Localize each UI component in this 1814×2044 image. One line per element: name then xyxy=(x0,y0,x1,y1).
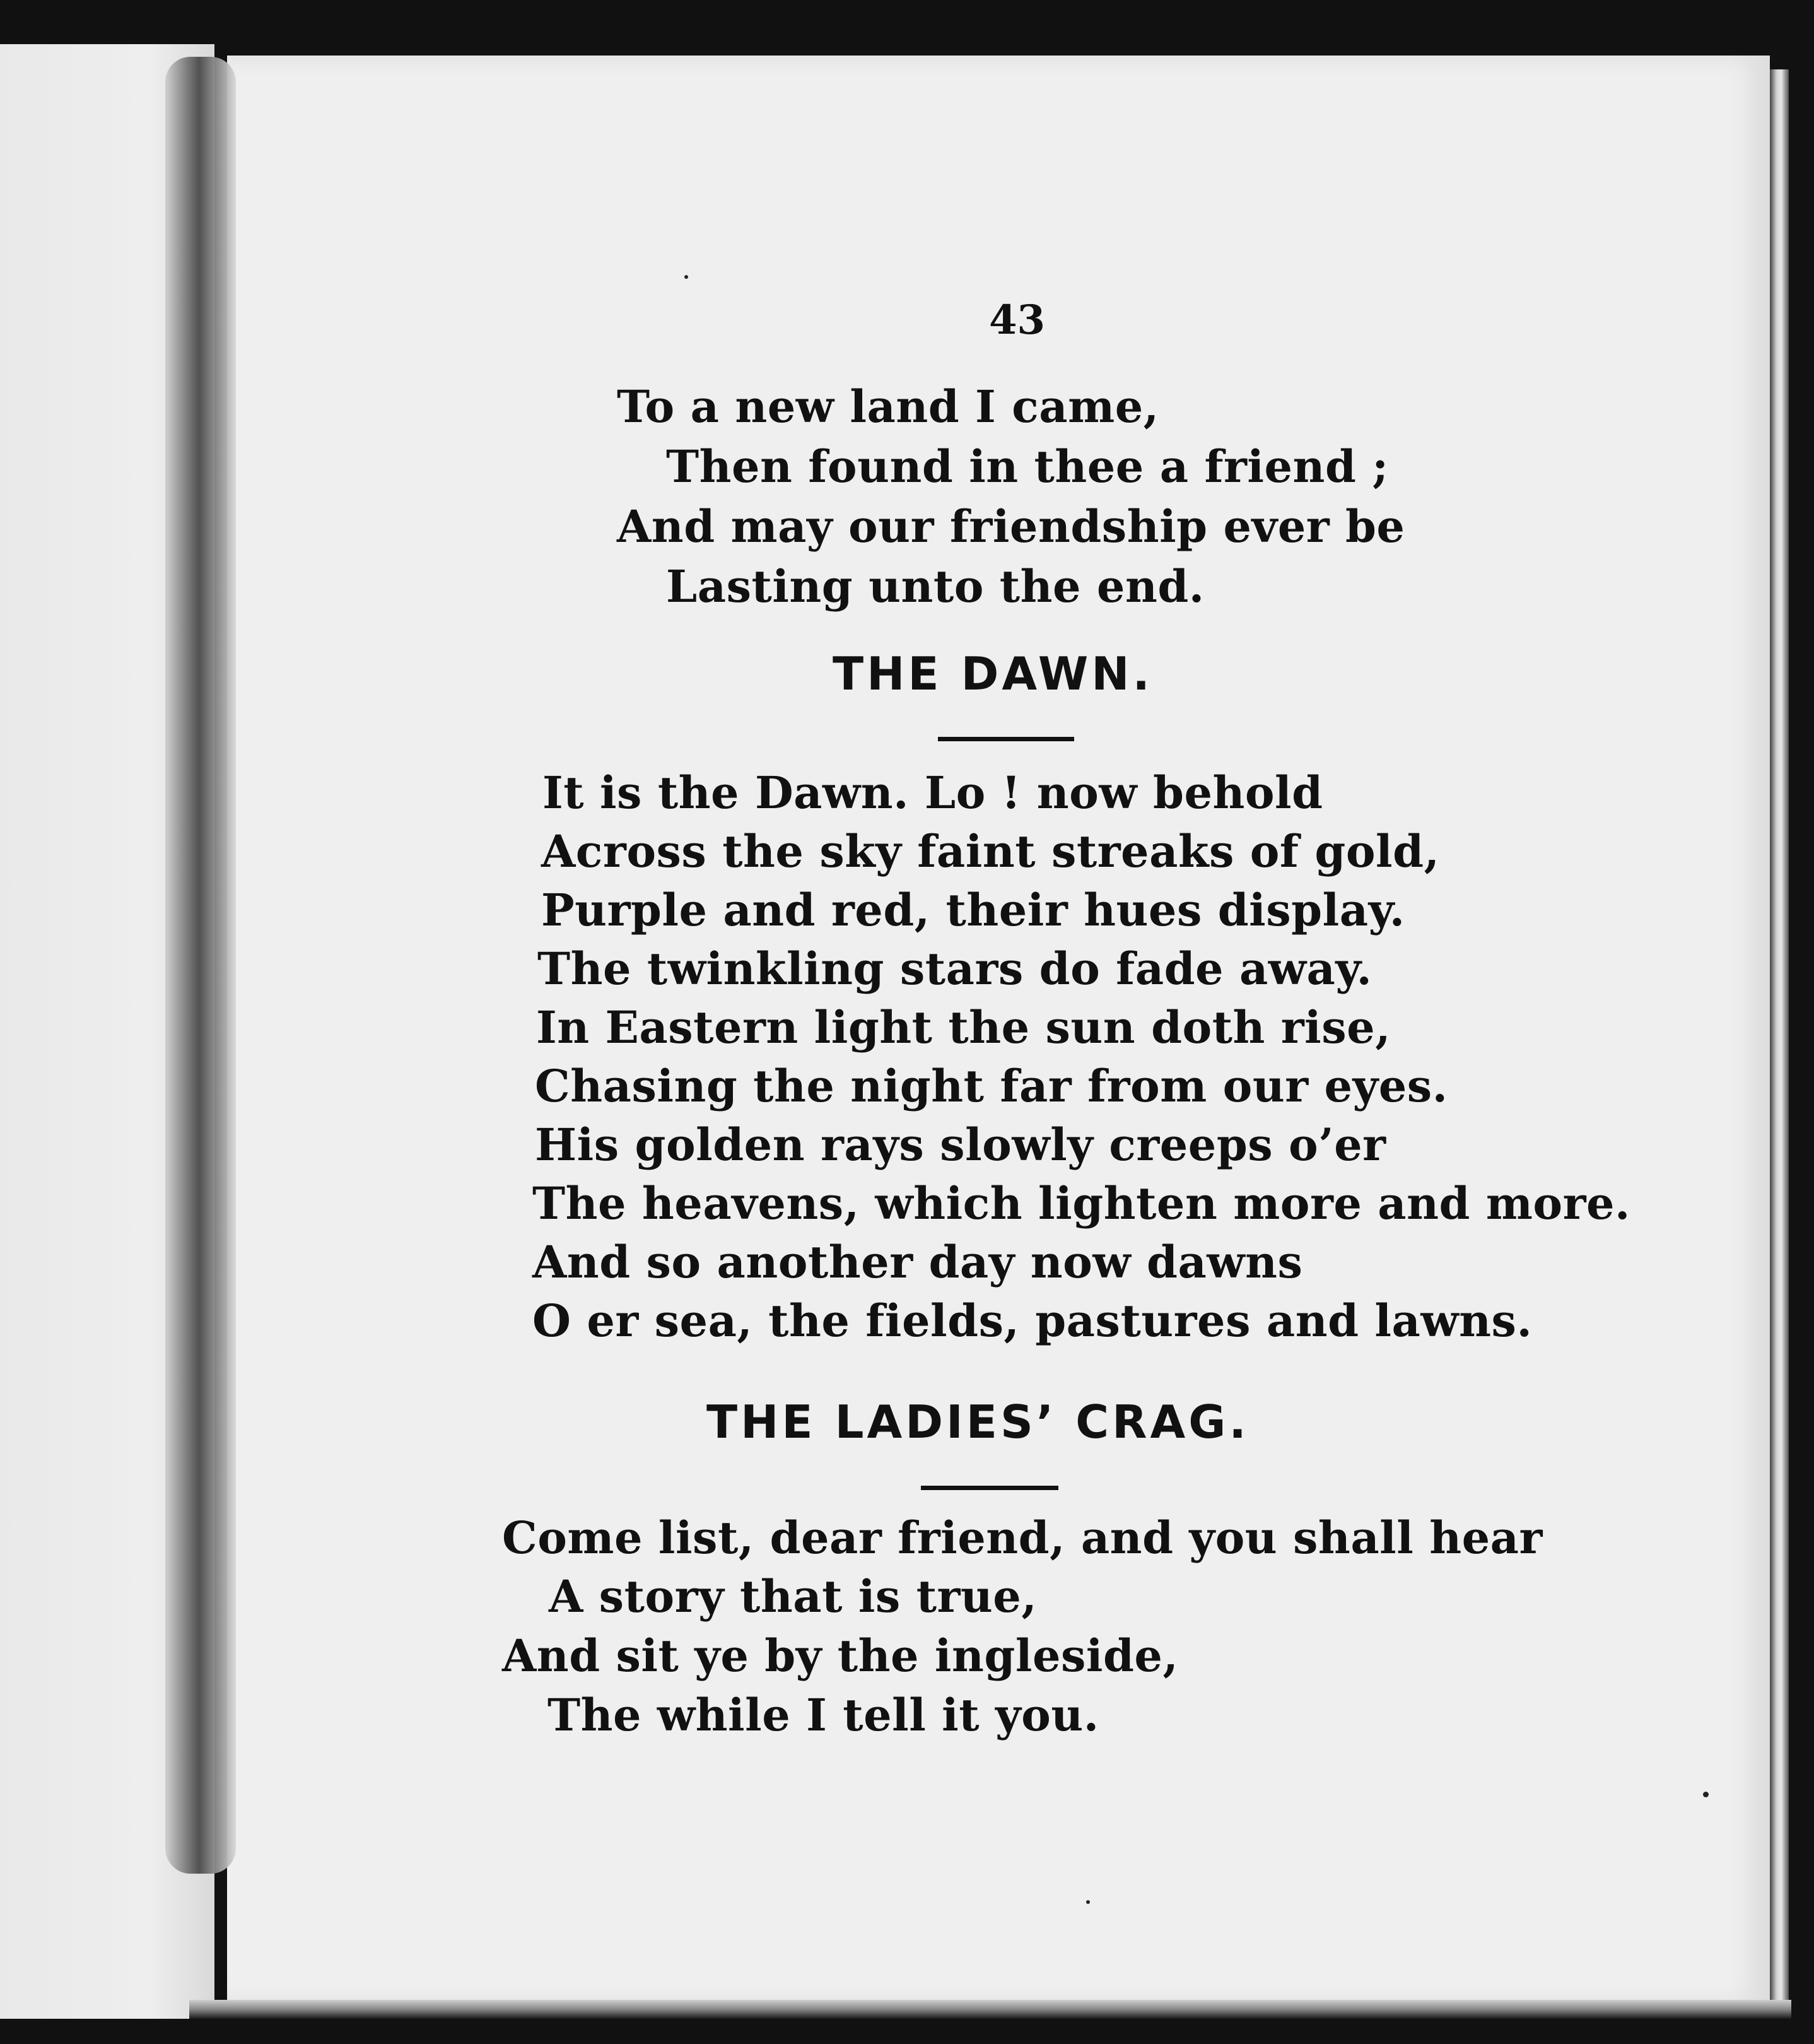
verse-line: Then found in thee a friend ; xyxy=(666,440,1389,493)
poem-title: THE DAWN. xyxy=(833,647,1153,700)
verse-line: And so another day now dawns xyxy=(532,1236,1303,1288)
title-rule xyxy=(938,737,1074,741)
verse-line: And may our friendship ever be xyxy=(617,500,1405,553)
scan-speck xyxy=(1086,1900,1090,1904)
page-edge-bottom xyxy=(189,2000,1791,2019)
verse-line: Come list, dear friend, and you shall hear xyxy=(502,1512,1543,1564)
verse-line: In Eastern light the sun doth rise, xyxy=(536,1001,1391,1054)
verse-line: To a new land I came, xyxy=(617,380,1159,433)
verse-line: A story that is true, xyxy=(549,1570,1038,1623)
verse-line: Lasting unto the end. xyxy=(666,560,1205,613)
verse-line: His golden rays slowly creeps o’er xyxy=(535,1119,1386,1171)
verse-line: The heavens, which lighten more and more. xyxy=(532,1177,1630,1230)
verse-line: And sit ye by the ingleside, xyxy=(502,1630,1179,1682)
page-edge-right xyxy=(1770,69,1789,2006)
verse-line: O er sea, the fields, pastures and lawns. xyxy=(532,1295,1533,1347)
poem-title: THE LADIES’ CRAG. xyxy=(706,1395,1249,1448)
page-number: 43 xyxy=(989,297,1046,344)
verse-line: Purple and red, their hues display. xyxy=(541,884,1405,936)
verse-line: Chasing the night far from our eyes. xyxy=(535,1060,1448,1112)
title-rule xyxy=(921,1486,1058,1490)
book-gutter xyxy=(165,57,236,1874)
verse-line: It is the Dawn. Lo ! now behold xyxy=(542,766,1323,819)
verse-line: The twinkling stars do fade away. xyxy=(537,943,1372,995)
scan-speck xyxy=(684,275,688,279)
scan-speck xyxy=(1703,1792,1709,1797)
verse-line: The while I tell it you. xyxy=(547,1689,1099,1741)
verse-line: Across the sky faint streaks of gold, xyxy=(541,825,1440,878)
